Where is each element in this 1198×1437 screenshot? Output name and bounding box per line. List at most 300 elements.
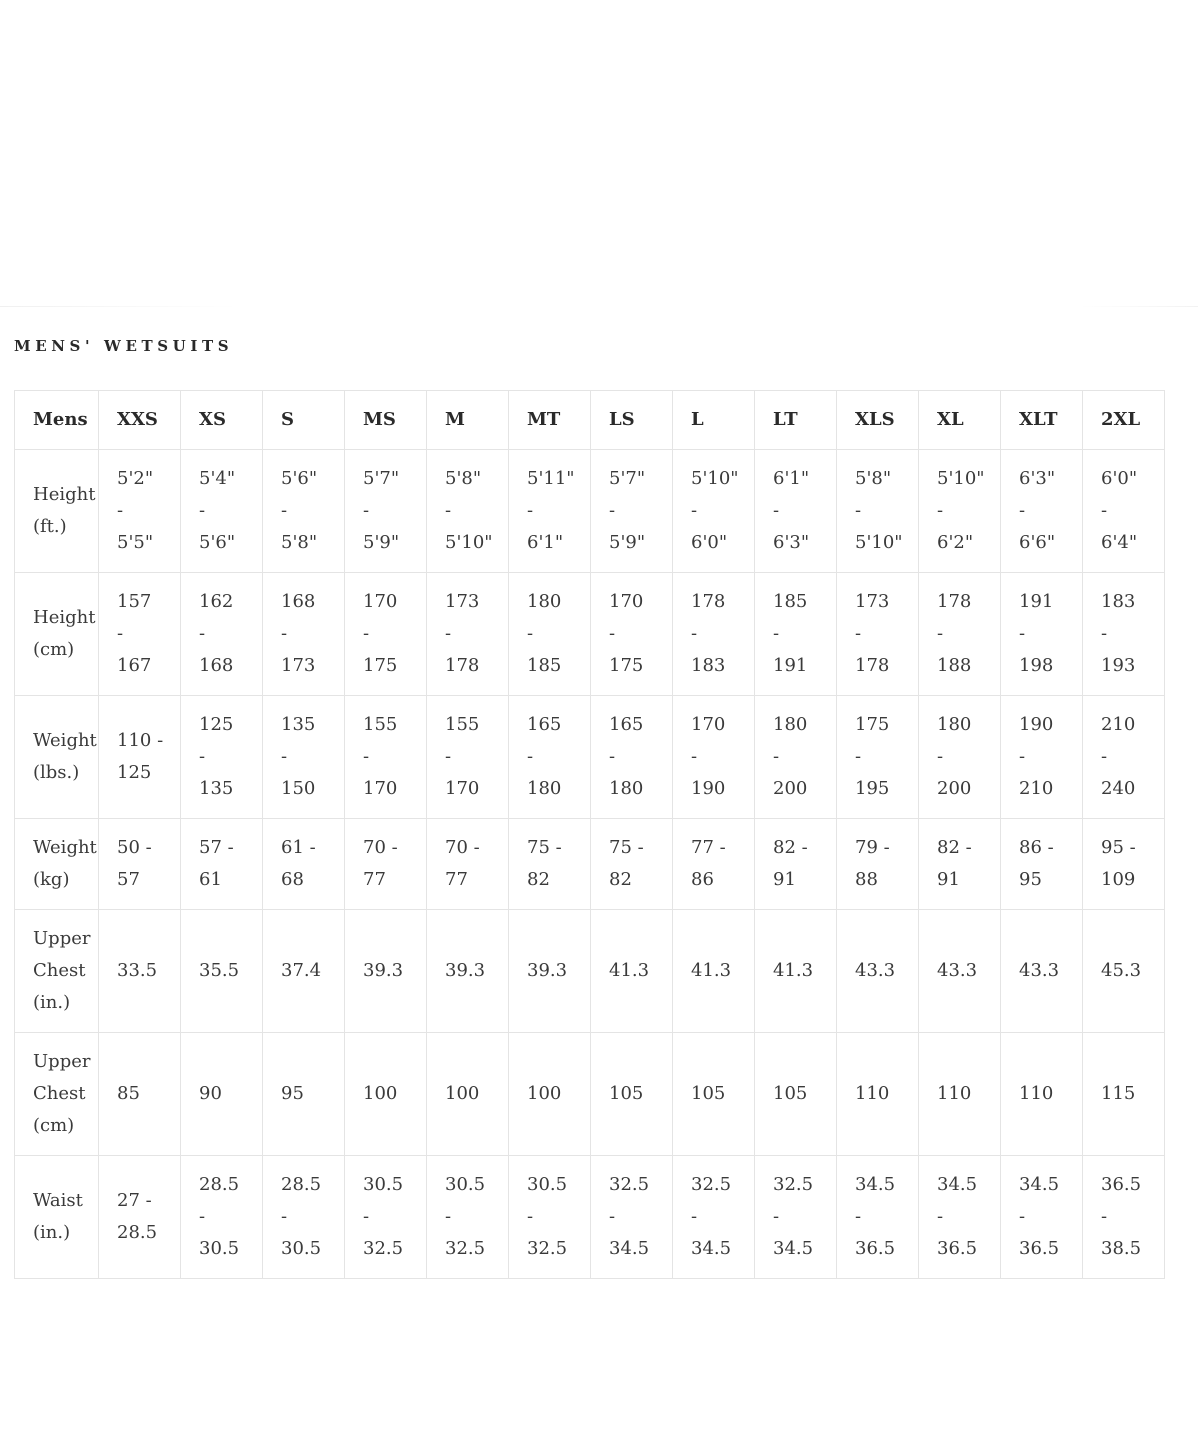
table-cell	[509, 696, 591, 819]
cell-line: -	[691, 746, 698, 767]
table-row	[15, 819, 1165, 910]
table-cell	[181, 696, 263, 819]
cell-line: 95 -	[1101, 837, 1136, 858]
cell-line: 6'1"	[773, 468, 810, 489]
cell-line: 150	[281, 778, 316, 799]
table-cell	[1001, 1033, 1083, 1156]
table-cell	[427, 910, 509, 1033]
cell-line: -	[117, 500, 124, 521]
table-cell	[345, 910, 427, 1033]
row-label-cell	[15, 1156, 99, 1279]
table-cell	[427, 573, 509, 696]
cell-line: 200	[937, 778, 972, 799]
table-cell	[1083, 1033, 1165, 1156]
cell-line: 5'10"	[445, 532, 493, 553]
cell-line: 75 -	[609, 837, 644, 858]
cell-line: -	[855, 500, 862, 521]
cell-line: 180	[527, 591, 562, 612]
row-label-line: Upper	[33, 1051, 91, 1072]
cell-line: -	[199, 1206, 206, 1227]
cell-line: 5'8"	[445, 468, 482, 489]
size-chart-container	[14, 390, 1166, 1259]
cell-line: -	[199, 746, 206, 767]
table-cell	[1083, 819, 1165, 910]
header-cell: MS	[345, 391, 427, 450]
cell-line: 32.5	[773, 1174, 814, 1195]
table-cell	[1001, 573, 1083, 696]
cell-line: 190	[691, 778, 726, 799]
cell-line: 82	[527, 869, 550, 890]
cell-line: 162	[199, 591, 234, 612]
cell-line: 180	[937, 714, 972, 735]
cell-line: -	[363, 746, 370, 767]
cell-line: 5'9"	[363, 532, 400, 553]
table-cell	[1083, 1156, 1165, 1279]
cell-line: -	[773, 746, 780, 767]
cell-line: 43.3	[937, 960, 978, 981]
cell-line: 37.4	[281, 960, 322, 981]
cell-line: 91	[937, 869, 960, 890]
cell-line: -	[281, 1206, 288, 1227]
cell-line: 168	[199, 655, 234, 676]
cell-line: 88	[855, 869, 878, 890]
table-cell	[591, 1033, 673, 1156]
cell-line: -	[609, 1206, 616, 1227]
row-label-line: Chest	[33, 1083, 86, 1104]
cell-line: 90	[199, 1083, 222, 1104]
cell-line: 70 -	[363, 837, 398, 858]
cell-line: 6'2"	[937, 532, 974, 553]
cell-line: 36.5	[1019, 1238, 1060, 1259]
cell-line: -	[1019, 1206, 1026, 1227]
row-label-cell	[15, 696, 99, 819]
cell-line: 39.3	[363, 960, 404, 981]
cell-line: 82 -	[937, 837, 972, 858]
cell-line: 5'7"	[609, 468, 646, 489]
cell-line: 178	[445, 655, 480, 676]
header-cell: LS	[591, 391, 673, 450]
cell-line: 180	[527, 778, 562, 799]
cell-line: 30.5	[281, 1238, 322, 1259]
cell-line: -	[691, 1206, 698, 1227]
cell-line: 100	[527, 1083, 562, 1104]
cell-line: -	[691, 623, 698, 644]
cell-line: -	[527, 623, 534, 644]
cell-line: 5'10"	[937, 468, 985, 489]
cell-line: -	[855, 623, 862, 644]
cell-line: -	[937, 746, 944, 767]
cell-line: 6'0"	[1101, 468, 1138, 489]
table-cell	[427, 450, 509, 573]
row-label-line: (kg)	[33, 869, 70, 890]
cell-line: 41.3	[609, 960, 650, 981]
header-cell: XL	[919, 391, 1001, 450]
cell-line: -	[445, 746, 452, 767]
cell-line: 5'7"	[363, 468, 400, 489]
cell-line: 57	[117, 869, 140, 890]
row-label-line: Height	[33, 607, 96, 628]
table-row	[15, 696, 1165, 819]
cell-line: 77 -	[691, 837, 726, 858]
cell-line: 100	[363, 1083, 398, 1104]
cell-line: 82 -	[773, 837, 808, 858]
size-chart-table	[14, 390, 1165, 1279]
row-label-line: (ft.)	[33, 516, 67, 537]
table-cell	[99, 910, 181, 1033]
cell-line: -	[1019, 746, 1026, 767]
cell-line: 173	[445, 591, 480, 612]
cell-line: 35.5	[199, 960, 240, 981]
table-cell	[509, 450, 591, 573]
cell-line: 5'6"	[281, 468, 318, 489]
cell-line: 32.5	[363, 1238, 404, 1259]
table-cell	[673, 1033, 755, 1156]
table-cell	[837, 910, 919, 1033]
header-cell: M	[427, 391, 509, 450]
cell-line: 38.5	[1101, 1238, 1142, 1259]
table-cell	[181, 910, 263, 1033]
cell-line: 178	[691, 591, 726, 612]
table-cell	[919, 819, 1001, 910]
cell-line: -	[281, 623, 288, 644]
top-divider	[0, 306, 1198, 307]
table-cell	[837, 696, 919, 819]
cell-line: -	[937, 500, 944, 521]
table-cell	[509, 819, 591, 910]
cell-line: 30.5	[527, 1174, 568, 1195]
cell-line: 5'9"	[609, 532, 646, 553]
cell-line: 195	[855, 778, 890, 799]
table-cell	[1001, 450, 1083, 573]
row-label-cell	[15, 1033, 99, 1156]
cell-line: -	[773, 500, 780, 521]
table-cell	[591, 910, 673, 1033]
table-cell	[1001, 910, 1083, 1033]
table-cell	[591, 819, 673, 910]
cell-line: 105	[691, 1083, 726, 1104]
cell-line: 77	[445, 869, 468, 890]
table-row	[15, 450, 1165, 573]
table-row	[15, 910, 1165, 1033]
cell-line: 77	[363, 869, 386, 890]
row-label-line: (cm)	[33, 639, 75, 660]
cell-line: 175	[363, 655, 398, 676]
cell-line: 185	[527, 655, 562, 676]
table-cell	[345, 1033, 427, 1156]
cell-line: 5'10"	[855, 532, 903, 553]
table-cell	[427, 819, 509, 910]
cell-line: 6'3"	[1019, 468, 1056, 489]
table-cell	[673, 450, 755, 573]
table-cell	[837, 450, 919, 573]
cell-line: 28.5	[199, 1174, 240, 1195]
table-cell	[345, 1156, 427, 1279]
table-cell	[591, 450, 673, 573]
cell-line: 210	[1019, 778, 1054, 799]
cell-line: 125	[117, 762, 152, 783]
cell-line: 6'6"	[1019, 532, 1056, 553]
row-label-cell	[15, 910, 99, 1033]
cell-line: 5'2"	[117, 468, 154, 489]
cell-line: 200	[773, 778, 808, 799]
table-cell	[919, 573, 1001, 696]
cell-line: -	[937, 623, 944, 644]
cell-line: 79 -	[855, 837, 890, 858]
cell-line: 180	[609, 778, 644, 799]
cell-line: 5'5"	[117, 532, 154, 553]
cell-line: 6'4"	[1101, 532, 1138, 553]
cell-line: 191	[773, 655, 808, 676]
cell-line: -	[527, 1206, 534, 1227]
table-cell	[99, 819, 181, 910]
cell-line: -	[363, 1206, 370, 1227]
cell-line: 43.3	[855, 960, 896, 981]
cell-line: 95	[1019, 869, 1042, 890]
cell-line: 34.5	[855, 1174, 896, 1195]
table-cell	[509, 1033, 591, 1156]
cell-line: 41.3	[691, 960, 732, 981]
header-cell: XLS	[837, 391, 919, 450]
cell-line: -	[937, 1206, 944, 1227]
table-cell	[673, 696, 755, 819]
row-label-line: (cm)	[33, 1115, 75, 1136]
table-cell	[673, 910, 755, 1033]
cell-line: 175	[609, 655, 644, 676]
cell-line: 6'0"	[691, 532, 728, 553]
cell-line: 33.5	[117, 960, 158, 981]
table-cell	[1083, 450, 1165, 573]
cell-line: -	[609, 746, 616, 767]
table-cell	[673, 819, 755, 910]
table-cell	[755, 450, 837, 573]
cell-line: 170	[363, 778, 398, 799]
header-cell: 2XL	[1083, 391, 1165, 450]
cell-line: 45.3	[1101, 960, 1142, 981]
header-cell: Mens	[15, 391, 99, 450]
cell-line: 36.5	[855, 1238, 896, 1259]
row-label-line: (in.)	[33, 992, 71, 1013]
cell-line: 5'11"	[527, 468, 575, 489]
cell-line: 193	[1101, 655, 1136, 676]
cell-line: 43.3	[1019, 960, 1060, 981]
cell-line: -	[1019, 623, 1026, 644]
cell-line: 155	[363, 714, 398, 735]
cell-line: 115	[1101, 1083, 1136, 1104]
cell-line: 105	[773, 1083, 808, 1104]
cell-line: -	[1101, 746, 1108, 767]
cell-line: 168	[281, 591, 316, 612]
row-label-line: Chest	[33, 960, 86, 981]
table-cell	[755, 696, 837, 819]
cell-line: 32.5	[691, 1174, 732, 1195]
table-cell	[1083, 910, 1165, 1033]
table-cell	[345, 450, 427, 573]
cell-line: 34.5	[1019, 1174, 1060, 1195]
cell-line: 135	[281, 714, 316, 735]
header-cell: LT	[755, 391, 837, 450]
cell-line: 34.5	[773, 1238, 814, 1259]
table-row	[15, 1033, 1165, 1156]
cell-line: 34.5	[937, 1174, 978, 1195]
cell-line: 36.5	[1101, 1174, 1142, 1195]
cell-line: 110 -	[117, 730, 164, 751]
table-cell	[427, 696, 509, 819]
cell-line: 82	[609, 869, 632, 890]
table-cell	[919, 450, 1001, 573]
cell-line: 167	[117, 655, 152, 676]
cell-line: -	[199, 623, 206, 644]
cell-line: 198	[1019, 655, 1054, 676]
table-cell	[99, 696, 181, 819]
cell-line: 110	[855, 1083, 890, 1104]
table-cell	[263, 910, 345, 1033]
table-cell	[99, 1156, 181, 1279]
cell-line: -	[1101, 500, 1108, 521]
table-cell	[345, 696, 427, 819]
table-cell	[263, 1156, 345, 1279]
row-label-cell	[15, 450, 99, 573]
cell-line: 30.5	[199, 1238, 240, 1259]
header-cell: S	[263, 391, 345, 450]
cell-line: -	[199, 500, 206, 521]
cell-line: 173	[281, 655, 316, 676]
cell-line: 5'8"	[855, 468, 892, 489]
table-cell	[837, 573, 919, 696]
cell-line: 34.5	[609, 1238, 650, 1259]
cell-line: -	[855, 1206, 862, 1227]
cell-line: -	[445, 623, 452, 644]
cell-line: -	[117, 623, 124, 644]
table-cell	[919, 910, 1001, 1033]
cell-line: 110	[1019, 1083, 1054, 1104]
cell-line: 210	[1101, 714, 1136, 735]
cell-line: 5'4"	[199, 468, 236, 489]
cell-line: -	[1019, 500, 1026, 521]
cell-line: 70 -	[445, 837, 480, 858]
cell-line: 100	[445, 1083, 480, 1104]
table-cell	[99, 450, 181, 573]
table-cell	[1001, 819, 1083, 910]
table-cell	[263, 450, 345, 573]
cell-line: -	[363, 500, 370, 521]
cell-line: 39.3	[527, 960, 568, 981]
header-cell: MT	[509, 391, 591, 450]
cell-line: 185	[773, 591, 808, 612]
cell-line: 175	[855, 714, 890, 735]
table-cell	[99, 1033, 181, 1156]
cell-line: -	[855, 746, 862, 767]
table-cell	[755, 1033, 837, 1156]
table-cell	[345, 819, 427, 910]
cell-line: 28.5	[281, 1174, 322, 1195]
table-cell	[263, 573, 345, 696]
section-title: MENS' WETSUITS	[14, 337, 234, 355]
table-cell	[591, 1156, 673, 1279]
cell-line: 27 -	[117, 1190, 152, 1211]
cell-line: -	[691, 500, 698, 521]
header-cell: L	[673, 391, 755, 450]
cell-line: 5'10"	[691, 468, 739, 489]
cell-line: -	[281, 500, 288, 521]
table-cell	[1083, 696, 1165, 819]
table-cell	[755, 1156, 837, 1279]
cell-line: 6'3"	[773, 532, 810, 553]
cell-line: 50 -	[117, 837, 152, 858]
cell-line: -	[609, 500, 616, 521]
cell-line: 173	[855, 591, 890, 612]
cell-line: -	[527, 746, 534, 767]
header-cell: XXS	[99, 391, 181, 450]
cell-line: 34.5	[691, 1238, 732, 1259]
cell-line: 68	[281, 869, 304, 890]
row-label-line: Weight	[33, 730, 97, 751]
cell-line: -	[609, 623, 616, 644]
row-label-line: Weight	[33, 837, 97, 858]
table-cell	[919, 1033, 1001, 1156]
row-label-line: Waist	[33, 1190, 83, 1211]
cell-line: 157	[117, 591, 152, 612]
cell-line: 110	[937, 1083, 972, 1104]
header-cell: XS	[181, 391, 263, 450]
cell-line: -	[1101, 623, 1108, 644]
table-cell	[673, 573, 755, 696]
table-cell	[181, 1033, 263, 1156]
cell-line: 91	[773, 869, 796, 890]
table-cell	[427, 1033, 509, 1156]
cell-line: -	[527, 500, 534, 521]
row-label-cell	[15, 819, 99, 910]
table-cell	[919, 696, 1001, 819]
cell-line: 5'8"	[281, 532, 318, 553]
cell-line: 190	[1019, 714, 1054, 735]
cell-line: 240	[1101, 778, 1136, 799]
cell-line: 178	[937, 591, 972, 612]
cell-line: 36.5	[937, 1238, 978, 1259]
row-label-line: (in.)	[33, 1222, 71, 1243]
cell-line: 105	[609, 1083, 644, 1104]
table-cell	[919, 1156, 1001, 1279]
table-cell	[1083, 573, 1165, 696]
table-cell	[345, 573, 427, 696]
cell-line: 6'1"	[527, 532, 564, 553]
table-cell	[837, 819, 919, 910]
table-cell	[591, 696, 673, 819]
cell-line: 61 -	[281, 837, 316, 858]
table-cell	[591, 573, 673, 696]
cell-line: 165	[609, 714, 644, 735]
table-body	[15, 450, 1165, 1279]
cell-line: 41.3	[773, 960, 814, 981]
table-cell	[837, 1033, 919, 1156]
cell-line: 165	[527, 714, 562, 735]
table-row	[15, 1156, 1165, 1279]
table-cell	[755, 573, 837, 696]
table-cell	[427, 1156, 509, 1279]
cell-line: 39.3	[445, 960, 486, 981]
table-cell	[263, 696, 345, 819]
cell-line: -	[445, 500, 452, 521]
cell-line: 86	[691, 869, 714, 890]
row-label-line: (lbs.)	[33, 762, 80, 783]
cell-line: -	[363, 623, 370, 644]
table-cell	[755, 819, 837, 910]
table-cell	[99, 573, 181, 696]
cell-line: 183	[1101, 591, 1136, 612]
cell-line: 86 -	[1019, 837, 1054, 858]
row-label-line: Height	[33, 484, 96, 505]
cell-line: 135	[199, 778, 234, 799]
cell-line: 183	[691, 655, 726, 676]
